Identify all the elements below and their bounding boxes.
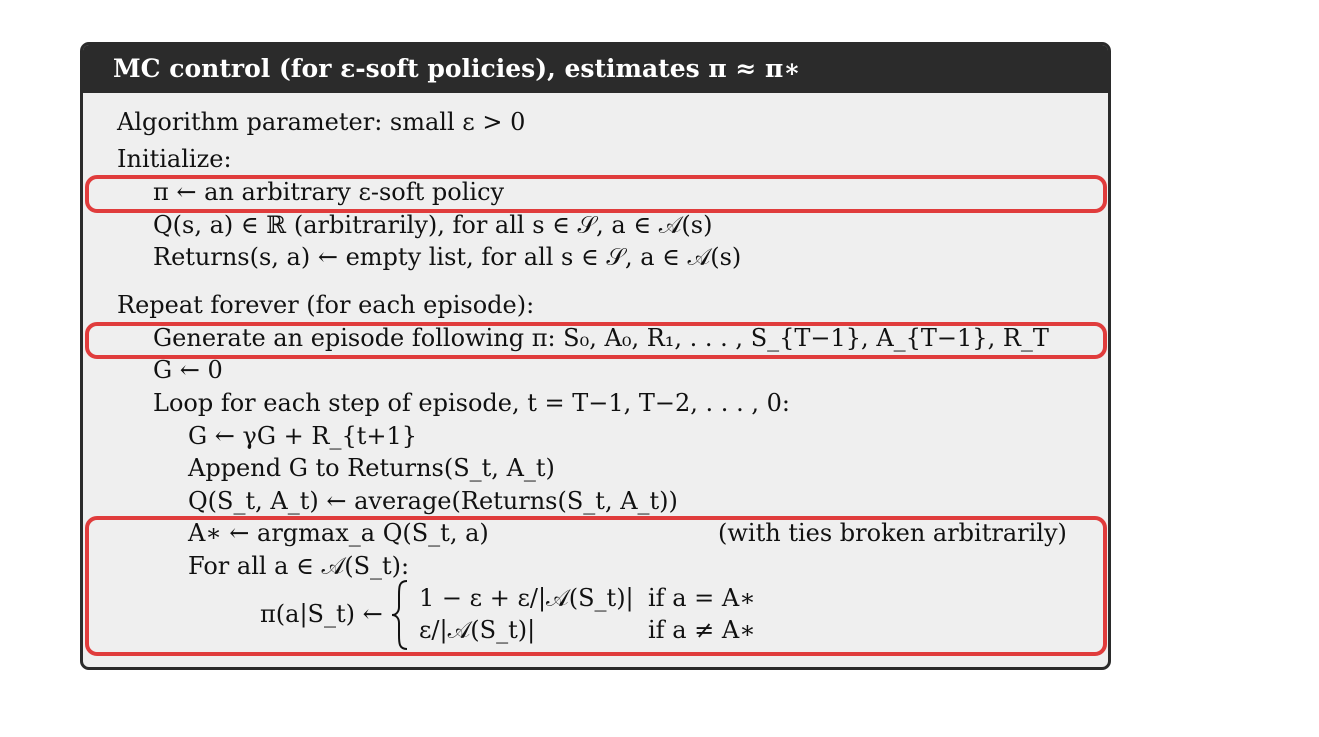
highlight-init-policy	[85, 175, 1107, 213]
init-policy-line: π ← an arbitrary ε-soft policy	[153, 178, 505, 206]
g-zero-line: G ← 0	[153, 356, 223, 384]
policy-update-lhs: π(a|S_t) ←	[260, 600, 383, 628]
append-line: Append G to Returns(S_t, A_t)	[188, 454, 555, 482]
generate-episode-line: Generate an episode following π: S₀, A₀, R₁, . . . , S_{T−1}, A_{T−1}, R_T	[153, 324, 1049, 352]
forall-line: For all a ∈ 𝒜(S_t):	[188, 552, 410, 580]
algorithm-title: MC control (for ε-soft policies), estimates π ≈ π∗	[83, 45, 1108, 93]
ties-comment: (with ties broken arbitrarily)	[718, 519, 1067, 547]
param-line: Algorithm parameter: small ε > 0	[117, 108, 526, 136]
loop-line: Loop for each step of episode, t = T−1, T−2, . . . , 0:	[153, 389, 790, 417]
case-greedy-condition: if a = A∗	[648, 584, 756, 612]
initialize-line: Initialize:	[117, 145, 232, 173]
repeat-line: Repeat forever (for each episode):	[117, 291, 535, 319]
argmax-line: A∗ ← argmax_a Q(S_t, a)	[188, 519, 489, 547]
highlight-policy-improvement	[85, 516, 1107, 656]
q-update-line: Q(S_t, A_t) ← average(Returns(S_t, A_t))	[188, 487, 678, 515]
case-greedy-value: 1 − ε + ε/|𝒜(S_t)|	[419, 584, 634, 612]
init-returns-line: Returns(s, a) ← empty list, for all s ∈ 𝒮, a ∈ 𝒜(s)	[153, 243, 742, 271]
highlight-generate-episode	[85, 322, 1107, 359]
case-other-condition: if a ≠ A∗	[648, 616, 756, 644]
init-q-line: Q(s, a) ∈ ℝ (arbitrarily), for all s ∈ 𝒮, a ∈ 𝒜(s)	[153, 211, 713, 239]
case-other-value: ε/|𝒜(S_t)|	[419, 616, 536, 644]
g-update-line: G ← γG + R_{t+1}	[188, 422, 418, 450]
